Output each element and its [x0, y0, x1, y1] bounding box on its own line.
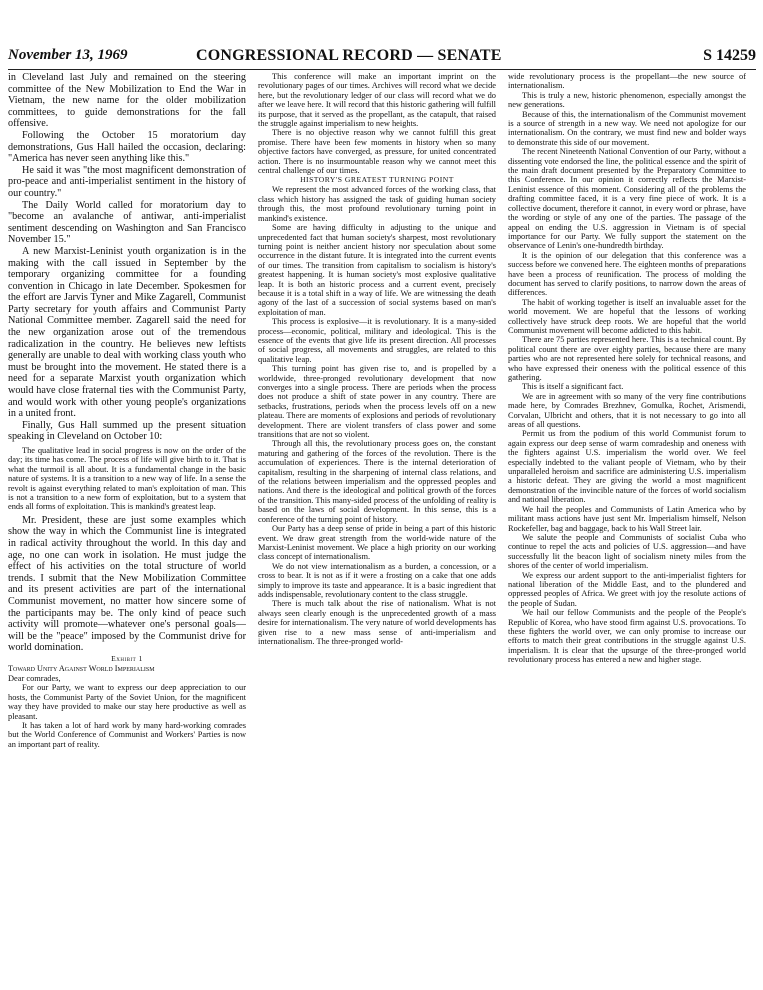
- salutation: Dear comrades,: [8, 673, 61, 683]
- paragraph: This process is explosive—it is revolutionary. It is a many-sided process—economic, political, military and ideological. This is the essence of the events that give life its present direction. All processes of social progress, all movements and struggles, are related to this qualitative leap.: [258, 317, 496, 364]
- paragraph: This is truly a new, historic phenomenon, especially amongst the new generations.: [508, 90, 746, 110]
- page-header: [8, 47, 758, 69]
- paragraph: This turning point has given rise to, and is propelled by a worldwide, three-pronged revolutionary development that now converges into a single process. There are periods when the process does not produce a shift of state power in any country. There are setbacks, frustrations, periods when the process levels off on a new plateau. There are moments of explosions and periods of revolutionary development. There are violent transfers of class power and some transitions that are not so violent.: [258, 364, 496, 440]
- header-title: CONGRESSIONAL RECORD — SENATE: [196, 47, 502, 64]
- paragraph: This is itself a significant fact.: [522, 382, 624, 392]
- paragraph: We represent the most advanced forces of the working class, that class which history has assigned the task of guiding human society through this, the most profound revolutionary turning point in mankind's existence.: [258, 185, 496, 223]
- paragraph: Mr. President, these are just some examples which show the way in which the Communist line is integrated in radical activity throughout the world. In this day and age, no one can work in isolation. He must judge the effect of his activities on the total structure of world trends. I submit that the New Mobilization Committee and its present activities are part of the international Communist movement, no matter how sincere some of the participants may be. The only kind of peace such activity will promote—whatever one's personal goals—will be the "peace" imposed by the Communist drive for world domination.: [8, 514, 246, 654]
- paragraph: We express our ardent support to the anti-imperialist fighters for national liberation of the Middle East, and to the plundered and oppressed peoples of Africa. We greet with joy the resolute actions of the people of Sudan.: [508, 570, 746, 608]
- paragraph: He said it was "the most magnificent demonstration of pro-peace and anti-imperialist sentiment in the history of our country.": [8, 164, 246, 199]
- paragraph: Some are having difficulty in adjusting to the unique and unprecedented fact that human society's sharpest, most revolutionary turning point is neither ancient history nor speculation about some occurrence in the distant future. It is integrated into the current events of our times. The transition from capitalism to socialism is history's greatest happening. It is human society's most explosive qualitative leap. It is both an historic process and a current event, precisely because it is a total shift in a way of life. We are witnessing the death agony of the last of a succession of social systems based on man's exploitation of man.: [258, 223, 496, 317]
- column-2: [258, 72, 496, 984]
- paragraph: This conference will make an important imprint on the revolutionary pages of our times. Archives will record what we decide here, but the revolutionary ledger of our class will record what we do after we leave here. It will record that this historic gathering will fulfill its purpose, that it served as the propellant, as the catapult, that raised the struggle against imperialism to new heights.: [258, 72, 496, 129]
- header-page-number: S 14259: [703, 47, 756, 64]
- paragraph: Finally, Gus Hall summed up the present situation speaking in Cleveland on October 10:: [8, 419, 246, 443]
- column-1: [8, 72, 246, 984]
- section-heading: HISTORY'S GREATEST TURNING POINT: [300, 175, 454, 185]
- paragraph: There is much talk about the rise of nationalism. What is not always seen clearly enough is the unprecedented growth of a mass desire for internationalism. The very nature of world developments has given rise to a new mass sense of anti-imperialism and internationalism. The three-pronged world-: [258, 599, 496, 646]
- paragraph: The Daily World called for moratorium day to "become an avalanche of antiwar, anti-imperialist sentiment descending on Washington and San Francisco November 15.": [8, 199, 246, 246]
- paragraph: wide revolutionary process is the propellant—the new source of internationalism.: [508, 72, 746, 91]
- paragraph: We are in agreement with so many of the very fine contributions made here, by Comrades Brezhnev, Gomulka, Rochet, Arismendi, Corvalan, Ulbricht and others, that it is not necessary to go into all areas of all questions.: [508, 391, 746, 430]
- quotation: It has taken a lot of hard work by many hard-working comrades but the World Conference of Communist and Workers' Parties is now an important part of reality.: [8, 721, 246, 749]
- paragraph: We salute the people and Communists of socialist Cuba who continue to repel the acts and policies of U.S. aggression—and have successfully lit the beacon light of socialism ninety miles from the shores of the center of world imperialism.: [508, 532, 746, 571]
- paragraph: Because of this, the internationalism of the Communist movement is a source of strength in a new way. We need not apologize for our internationalism. On the contrary, we must find new and bolder ways to demonstrate this side of our movement.: [508, 109, 746, 147]
- quotation: The qualitative lead in social progress is now on the order of the day; its time has come. The process of life will give birth to it. That is what the turmoil is all about. It is a fundamental change in the basic nature of systems. It is a transition to a new way of life. In a sense the revolt is against everything related to man's exploitation of man. This is not a transition to a new form of exploitation, but to a system that ends all forms of exploitation. This is mankind's greatest leap.: [8, 446, 246, 512]
- quotation: For our Party, we want to express our deep appreciation to our hosts, the Communist Party of the Soviet Union, for the magnificent way they have provided to make our stay here productive as well as pleasant.: [8, 683, 246, 721]
- header-rule: [8, 69, 756, 70]
- paragraph: Our Party has a deep sense of pride in being a part of this historic event. We draw great strength from the world-wide nature of the Marxist-Leninist movement. We place a high priority on our working class concept of internationalism.: [258, 524, 496, 562]
- paragraph: There is no objective reason why we cannot fulfill this great promise. There have been few moments in history when so many objective factors have converged, as pressure, for united concentrated action. There is no insurmountable reason why we cannot meet this central challenge of our times.: [258, 128, 496, 176]
- paragraph: Following the October 15 moratorium day demonstrations, Gus Hall hailed the occasion, declaring: "America has never seen anything like this.": [8, 129, 246, 165]
- paragraph: We hail the peoples and Communists of Latin America who by militant mass actions have just sent Mr. Imperialism himself, Nelson Rockefeller, bag and baggage, back to his Wall Street lair.: [508, 504, 746, 533]
- column-3: [508, 72, 746, 984]
- paragraph: The habit of working together is itself an invaluable asset for the world movement. We are hopeful that the lessons of working collectively have struck deep roots. We are hopeful that the world Communist movement will become addicted to this habit.: [508, 297, 746, 335]
- paragraph: in Cleveland last July and remained on the steering committee of the New Mobilization to End the War in Vietnam, the new name for the older mobilization committees, to guide demonstrations for the fall offensive.: [8, 72, 246, 130]
- paragraph: Through all this, the revolutionary process goes on, the constant maturing and gathering of the forces of the revolution. There is the accumulation of experiences. There is the internal deterioration of capitalism, resulting in the sharpening of internal class relations, and of the relations between imperialism and the oppressed peoples and nations. And there is the ideological and political growth of the forces of the transition. This many-sided process of the unfolding of reality is based on the laws of social development. In this sense, this is a conference of the turning point of history.: [258, 439, 496, 524]
- paragraph: We do not view internationalism as a burden, a concession, or a cross to bear. It is not as if it were a frosting on a cake that one adds simply to improve its taste and appearance. It is a basic ingredient that adds indispensable, revolutionary content to the class struggle.: [258, 561, 496, 599]
- paragraph: We hail our fellow Communists and the people of the People's Republic of Korea, who have stood firm against U.S. provocations. To these fighters the world over, we can only promise to increase our efforts to match their great contributions in the struggle against U.S. imperialism. It is clear that the upsurge of the three-pronged world revolutionary process has entered a new and higher stage.: [508, 608, 746, 665]
- header-date: November 13, 1969: [8, 47, 128, 63]
- paragraph: It is the opinion of our delegation that this conference was a success before we convened here. The eighteen months of preparations have been a process of reunification. The process of molding the document has served to clarify positions, to narrow down the areas of differences.: [508, 250, 746, 298]
- exhibit-heading: Exhibit 1: [111, 653, 143, 663]
- paragraph: Permit us from the podium of this world Communist forum to again express our deep sense of warm comradeship and oneness with the fighters against U.S. imperialism the world over. We feel especially indebted to the valiant people of Vietnam, who by their unparalleled heroism and sacrifice are administering U.S. imperialism a historic defeat. They are giving the world a most magnificent demonstration of the invincible nature of the forces of world socialism and national liberation.: [508, 429, 746, 505]
- paragraph: The recent Nineteenth National Convention of our Party, without a dissenting vote endorsed the line, the political essence and the spirit of the main draft document presented by the Preparatory Committee to this Conference. In our opinion it correctly reflects the Marxist-Leninist essence of this moment. Considering all of the problems the drafting committee faced, it is a very fine piece of work. It is a collective document, therefore it cannot, in every word or phrase, have the wording or style of any one of the parties. The passage of the appeal on ending the U.S. aggression in Vietnam is of special importance for our Party. We fully support the statement on the observance of Lenin's one-hundredth birthday.: [508, 147, 746, 251]
- paragraph: A new Marxist-Leninist youth organization is in the making with the call issued in September by the temporary organizing committee for a founding convention in Chicago in late December. Spokesmen for the effort are Jarvis Tyner and Mike Zagarell, Communist Party secretary for youth affairs and Communist Party National Committee member. Zagarell said the need for the new organization arose out of the tremendous radicalization in the country. He believes new leftists generally are unable to deal with working class youth who must be brought into the movement. He stated there is a need for a separate Marxist youth organization which would have close fraternal ties with the Communist Party, and would work with other young people's organizations in a united front.: [8, 245, 246, 420]
- paragraph: There are 75 parties represented here. This is a technical count. By political count there are over eighty parties, because there are many parties who are not represented here solely for technical reasons, and who have expressed their oneness with the political essence of this gathering.: [508, 335, 746, 382]
- section-subhead: Toward Unity Against World Imperialism: [8, 663, 155, 673]
